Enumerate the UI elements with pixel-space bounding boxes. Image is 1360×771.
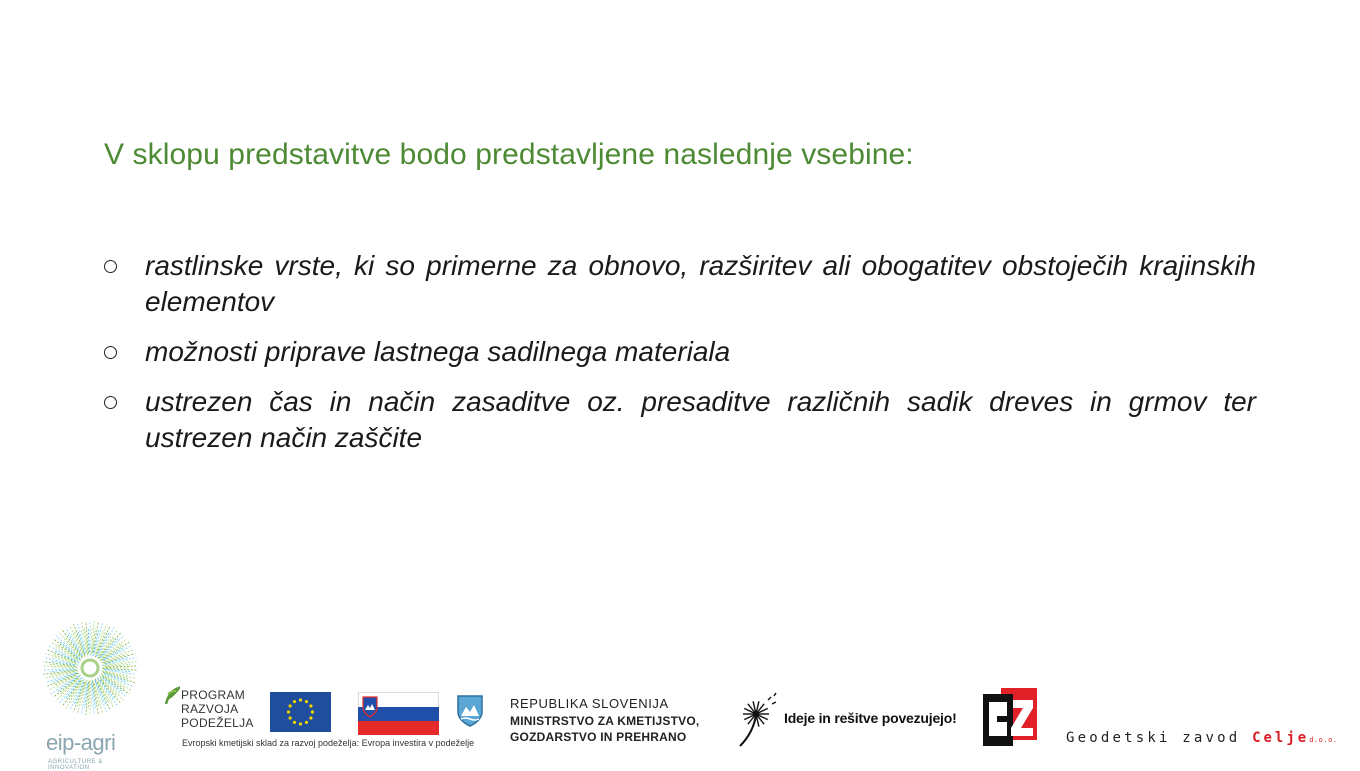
circle-bullet-icon (104, 346, 117, 359)
coat-of-arms-icon (456, 694, 484, 728)
ministry-name-2: GOZDARSTVO IN PREHRANO (510, 730, 687, 744)
ministry-name: MINISTRSTVO ZA KMETIJSTVO, (510, 714, 700, 728)
prp-line: RAZVOJA (181, 702, 239, 716)
list-item-text: rastlinske vrste, ki so primerne za obnovo, razširitev ali obogatitev obstoječih krajinskih elementov (145, 250, 1256, 317)
slogan: Ideje in rešitve povezujejo! (784, 710, 957, 726)
list-item (104, 334, 1256, 370)
ministry-logo (510, 696, 699, 744)
eu-stars-icon (270, 692, 331, 732)
list-item (104, 248, 1256, 320)
bullet-list (104, 248, 1256, 470)
eip-agri-burst-icon (34, 616, 146, 728)
slovenia-shield-icon (362, 696, 378, 718)
list-item-text: ustrezen čas in način zasaditve oz. presaditve različnih sadik dreves in grmov ter ustrezen način zaščite (145, 386, 1256, 453)
eip-agri-tagline: AGRICULTURE & INNOVATION (48, 759, 103, 771)
prp-line: PROGRAM (181, 688, 246, 702)
gz-emblem-icon (983, 688, 1041, 746)
slovenia-flag (358, 692, 439, 734)
footer-logos (0, 610, 1360, 771)
eip-agri-wordmark: eip-agri (46, 730, 116, 755)
gz-prefix: Geodetski zavod (1066, 730, 1253, 746)
gz-logo (983, 688, 1041, 746)
gz-city: Celje (1252, 730, 1310, 746)
prp-logo (162, 684, 252, 738)
list-item-text: možnosti priprave lastnega sadilnega materiala (145, 336, 731, 367)
eip-agri-logo (34, 616, 146, 771)
eafrd-caption: Evropski kmetijski sklad za razvoj podeželja: Evropa investira v podeželje (182, 738, 475, 748)
list-item (104, 384, 1256, 456)
gz-suffix: d.o.o. (1309, 736, 1338, 744)
circle-bullet-icon (104, 396, 117, 409)
slide-heading: V sklopu predstavitve bodo predstavljene naslednje vsebine: (104, 138, 914, 171)
dandelion-icon (734, 692, 782, 748)
slovenia-crest (456, 694, 484, 728)
gz-company-name (1066, 730, 1338, 746)
eu-flag (270, 692, 331, 732)
leaf-icon (164, 686, 180, 706)
prp-line: PODEŽELJA (181, 716, 254, 730)
circle-bullet-icon (104, 260, 117, 273)
ministry-country: REPUBLIKA SLOVENIJA (510, 696, 669, 711)
